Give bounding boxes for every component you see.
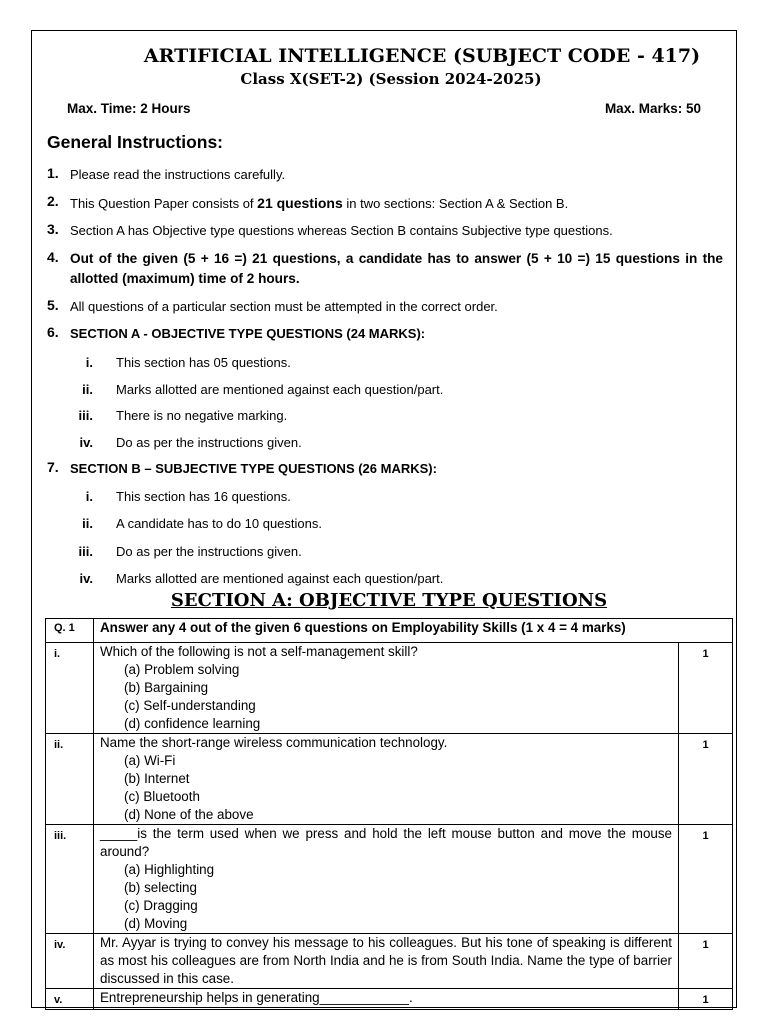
table-row bbox=[46, 619, 733, 643]
table-row bbox=[46, 643, 733, 734]
marks: 1 bbox=[679, 825, 733, 934]
question-number: v. bbox=[46, 989, 94, 1010]
paper-subtitle: Class X(SET-2) (Session 2024-2025) bbox=[240, 70, 542, 88]
option: (c) Bluetooth bbox=[124, 789, 200, 804]
instruction-number: 7. bbox=[47, 459, 59, 475]
sub-number: iv. bbox=[79, 571, 93, 586]
question-text: Which of the following is not a self-management skill? bbox=[100, 644, 418, 659]
instruction-text: All questions of a particular section must be attempted in the correct order. bbox=[70, 299, 498, 314]
sub-text: Marks allotted are mentioned against each question/part. bbox=[116, 382, 444, 397]
question-cell bbox=[94, 643, 679, 734]
option: (b) Bargaining bbox=[124, 680, 209, 695]
sub-text: This section has 16 questions. bbox=[116, 489, 291, 504]
instruction-number: 5. bbox=[47, 297, 59, 313]
sub-text: Do as per the instructions given. bbox=[116, 544, 302, 559]
paper-title: ARTIFICIAL INTELLIGENCE (SUBJECT CODE - 417) bbox=[143, 45, 701, 67]
sub-text: Marks allotted are mentioned against each question/part. bbox=[116, 571, 444, 586]
sub-number: i. bbox=[85, 355, 93, 370]
option: (b) Internet bbox=[124, 771, 190, 786]
instruction-text-part: This Question Paper consists of bbox=[70, 196, 258, 211]
sub-text: A candidate has to do 10 questions. bbox=[116, 516, 322, 531]
table-row bbox=[46, 989, 733, 1010]
instruction-emphasis: 21 questions bbox=[257, 195, 343, 211]
instruction-number: 4. bbox=[47, 249, 59, 265]
question-text: _____is the term used when we press and hold the left mouse button and move the mouse around? bbox=[100, 826, 672, 859]
question-number: iv. bbox=[46, 934, 94, 989]
table-row bbox=[46, 934, 733, 989]
question-number: i. bbox=[46, 643, 94, 734]
instruction-text: Please read the instructions carefully. bbox=[70, 167, 286, 182]
option: (b) selecting bbox=[124, 880, 197, 895]
option: (d) Moving bbox=[124, 916, 188, 931]
question-cell bbox=[94, 825, 679, 934]
question-cell bbox=[94, 734, 679, 825]
sub-number: iii. bbox=[78, 408, 93, 423]
option: (c) Dragging bbox=[124, 898, 198, 913]
sub-number: i. bbox=[85, 489, 93, 504]
marks: 1 bbox=[679, 989, 733, 1010]
question-number: ii. bbox=[46, 734, 94, 825]
instruction-text: SECTION B – SUBJECTIVE TYPE QUESTIONS (26 MARKS): bbox=[70, 461, 437, 476]
instruction-text: SECTION A - OBJECTIVE TYPE QUESTIONS (24 MARKS): bbox=[70, 326, 426, 341]
option: (d) confidence learning bbox=[124, 716, 261, 731]
sub-number: iv. bbox=[79, 435, 93, 450]
marks: 1 bbox=[679, 734, 733, 825]
instruction-text bbox=[70, 193, 723, 214]
instruction-number: 1. bbox=[47, 165, 59, 181]
instruction-number: 6. bbox=[47, 324, 59, 340]
sub-number: ii. bbox=[82, 382, 93, 397]
sub-number: iii. bbox=[78, 544, 93, 559]
question-number: iii. bbox=[46, 825, 94, 934]
marks: 1 bbox=[679, 643, 733, 734]
option: (c) Self-understanding bbox=[124, 698, 256, 713]
instruction-text: Section A has Objective type questions whereas Section B contains Subjective type questions. bbox=[70, 223, 613, 238]
question-number: Q. 1 bbox=[46, 619, 94, 643]
section-a-heading: SECTION A: OBJECTIVE TYPE QUESTIONS bbox=[170, 590, 608, 611]
question-text: Name the short-range wireless communication technology. bbox=[100, 735, 448, 750]
table-row bbox=[46, 734, 733, 825]
table-row bbox=[46, 825, 733, 934]
sub-text: Do as per the instructions given. bbox=[116, 435, 302, 450]
instruction-text: Out of the given (5 + 16 =) 21 questions, a candidate has to answer (5 + 10 =) 15 questions in the allotted (maximum) time of 2 hours. bbox=[70, 251, 723, 286]
question-cell bbox=[94, 934, 679, 989]
max-marks: Max. Marks: 50 bbox=[604, 101, 701, 116]
question-cell bbox=[94, 989, 679, 1010]
sub-text: There is no negative marking. bbox=[116, 408, 288, 423]
option: (d) None of the above bbox=[124, 807, 254, 822]
option: (a) Highlighting bbox=[124, 862, 215, 877]
option: (a) Wi-Fi bbox=[124, 753, 176, 768]
question-group-text: Answer any 4 out of the given 6 questions on Employability Skills (1 x 4 = 4 marks) bbox=[94, 619, 733, 643]
instructions-heading: General Instructions: bbox=[47, 132, 224, 152]
sub-number: ii. bbox=[82, 516, 93, 531]
option: (a) Problem solving bbox=[124, 662, 240, 677]
question-text: Mr. Ayyar is trying to convey his message to his colleagues. But his tone of speaking is different as most his colleagues are from North India and he is from South India. Name the type of barrier discussed in this case. bbox=[100, 935, 672, 986]
instruction-number: 3. bbox=[47, 221, 59, 237]
questions-table bbox=[45, 618, 733, 1010]
max-time: Max. Time: 2 Hours bbox=[67, 101, 191, 116]
marks: 1 bbox=[679, 934, 733, 989]
instruction-text-part: in two sections: Section A & Section B. bbox=[342, 196, 569, 211]
question-text: Entrepreneurship helps in generating____________. bbox=[100, 990, 413, 1005]
instruction-number: 2. bbox=[47, 193, 59, 209]
sub-text: This section has 05 questions. bbox=[116, 355, 291, 370]
